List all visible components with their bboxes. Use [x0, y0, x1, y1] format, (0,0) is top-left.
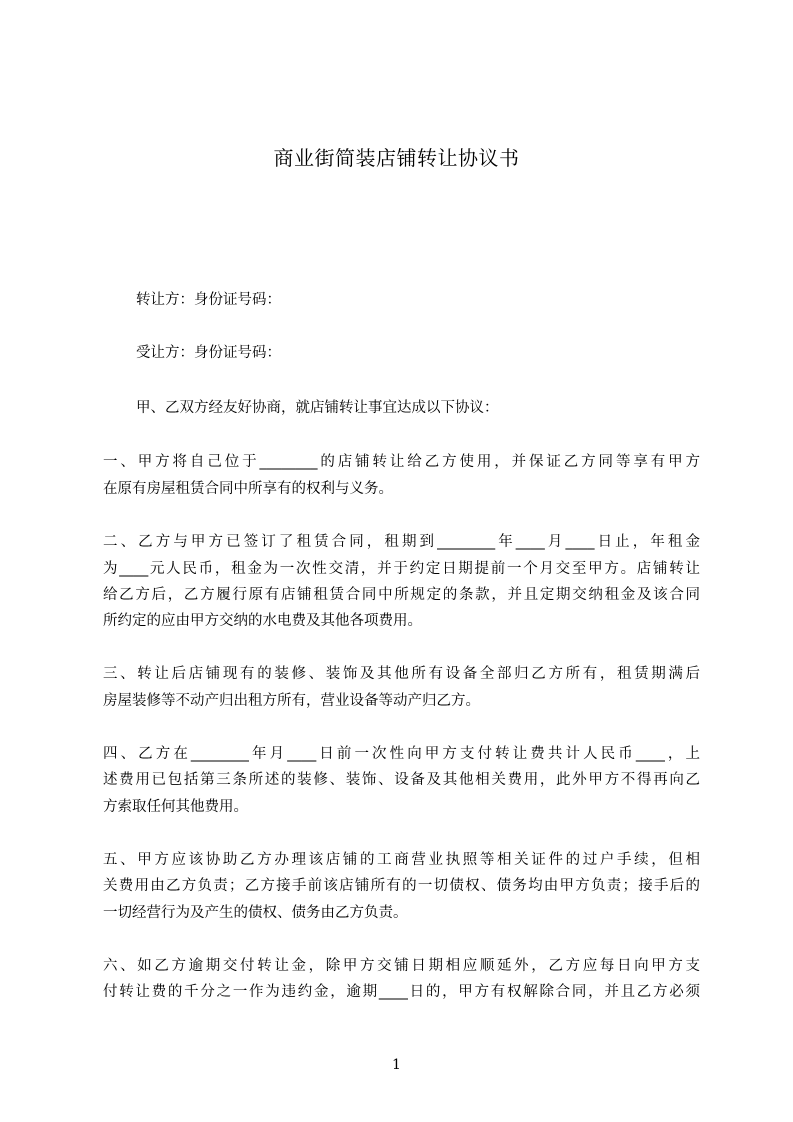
clause-2-line-3: 给乙方后，乙方履行原有店铺租赁合同中所规定的条款，并且定期交纳租金及该合同 [103, 587, 700, 603]
clause-3-line-1: 三、转让后店铺现有的装修、装饰及其他所有设备全部归乙方所有，租赁期满后 [103, 666, 700, 682]
transferor-line: 转让方：身份证号码： [136, 292, 281, 308]
clause-5-line-3: 一切经营行为及产生的债权、债务由乙方负责。 [103, 905, 408, 921]
transferee-line: 受让方：身份证号码： [136, 345, 281, 361]
clause-4-line-1: 四、乙方在________年月____日前一次性向甲方支付转让费共计人民币____，上 [103, 746, 700, 762]
clause-2-line-4: 所约定的应由甲方交纳的水电费及其他各项费用。 [103, 613, 422, 629]
preamble-line: 甲、乙双方经友好协商，就店铺转让事宜达成以下协议： [136, 400, 499, 416]
clause-1-line-1: 一、甲方将自己位于________的店铺转让给乙方使用，并保证乙方同等享有甲方 [103, 454, 700, 470]
clause-3-line-2: 房屋装修等不动产归出租方所有，营业设备等动产归乙方。 [103, 693, 480, 709]
clause-2-line-1: 二、乙方与甲方已签订了租赁合同，租期到________年____月____日止，年租金 [103, 534, 700, 550]
clause-4-line-2: 述费用已包括第三条所述的装修、装饰、设备及其他相关费用，此外甲方不得再向乙 [103, 772, 700, 788]
clause-5-line-2: 关费用由乙方负责；乙方接手前该店铺所有的一切债权、债务均由甲方负责；接手后的 [103, 878, 700, 894]
clause-4-line-3: 方索取任何其他费用。 [103, 799, 248, 815]
document-title: 商业街简装店铺转让协议书 [273, 146, 520, 170]
clause-6-line-1: 六、如乙方逾期交付转让金，除甲方交铺日期相应顺延外，乙方应每日向甲方支 [103, 958, 700, 974]
clause-2-line-2: 为____元人民币，租金为一次性交清，并于约定日期提前一个月交至甲方。店铺转让 [103, 561, 700, 577]
page-number: 1 [392, 1057, 401, 1073]
clause-6-line-2: 付转让费的千分之一作为违约金，逾期____日的，甲方有权解除合同，并且乙方必须 [103, 984, 700, 1000]
clause-5-line-1: 五、甲方应该协助乙方办理该店铺的工商营业执照等相关证件的过户手续，但相 [103, 852, 700, 868]
clause-1-line-2: 在原有房屋租赁合同中所享有的权利与义务。 [103, 481, 393, 497]
